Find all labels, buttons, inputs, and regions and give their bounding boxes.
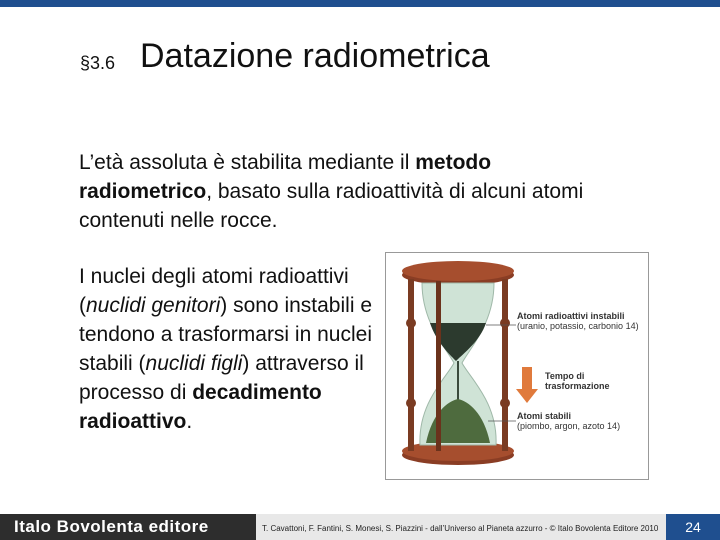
intro-text-1: L’età assoluta è stabilita mediante il: [79, 151, 416, 174]
stable-title: Atomi stabili: [517, 411, 572, 421]
section-number: §3.6: [80, 53, 116, 73]
label-stable: [517, 411, 620, 431]
time-line1: Tempo di: [545, 371, 585, 381]
time-line2: trasformazione: [545, 381, 610, 391]
nuclei-text-4: .: [186, 410, 193, 433]
nuclei-bold: decadimento radioattivo: [79, 381, 322, 433]
paragraph-intro: [79, 148, 599, 235]
top-accent-bar: [0, 0, 720, 7]
label-unstable: [517, 311, 639, 331]
paragraph-nuclei: [79, 262, 379, 436]
intro-bold: metodo radiometrico: [79, 151, 492, 203]
nuclei-text-1: I nuclei degli atomi radioattivi (: [79, 265, 349, 317]
nuclei-italic-1: nuclidi genitori: [86, 294, 221, 317]
hourglass-icon: [386, 253, 648, 479]
page-number: 24: [666, 514, 720, 540]
stable-sub: (piombo, argon, azoto 14): [517, 421, 621, 431]
footer-credits: T. Cavattoni, F. Fantini, S. Monesi, S. Piazzini - dall’Universo al Pianeta azzurro - © Italo Bovolenta Editore 2010: [262, 524, 659, 533]
nuclei-text-3: ) attraverso il processo di: [79, 352, 364, 404]
publisher-logo: Italo Bovolenta editore: [0, 514, 256, 540]
intro-text-2: , basato sulla radioattività di alcuni atomi contenuti nelle rocce.: [79, 180, 584, 232]
unstable-sub: (uranio, potassio, carbonio 14): [517, 321, 639, 331]
nuclei-text-2: ) sono instabili e tendono a trasformarsi in nuclei stabili (: [79, 294, 372, 375]
hourglass-figure: [385, 252, 649, 480]
slide-title: Datazione radiometrica: [140, 37, 490, 75]
label-time: [545, 371, 610, 391]
nuclei-italic-2: nuclidi figli: [145, 352, 243, 375]
unstable-title: Atomi radioattivi instabili: [517, 311, 625, 321]
